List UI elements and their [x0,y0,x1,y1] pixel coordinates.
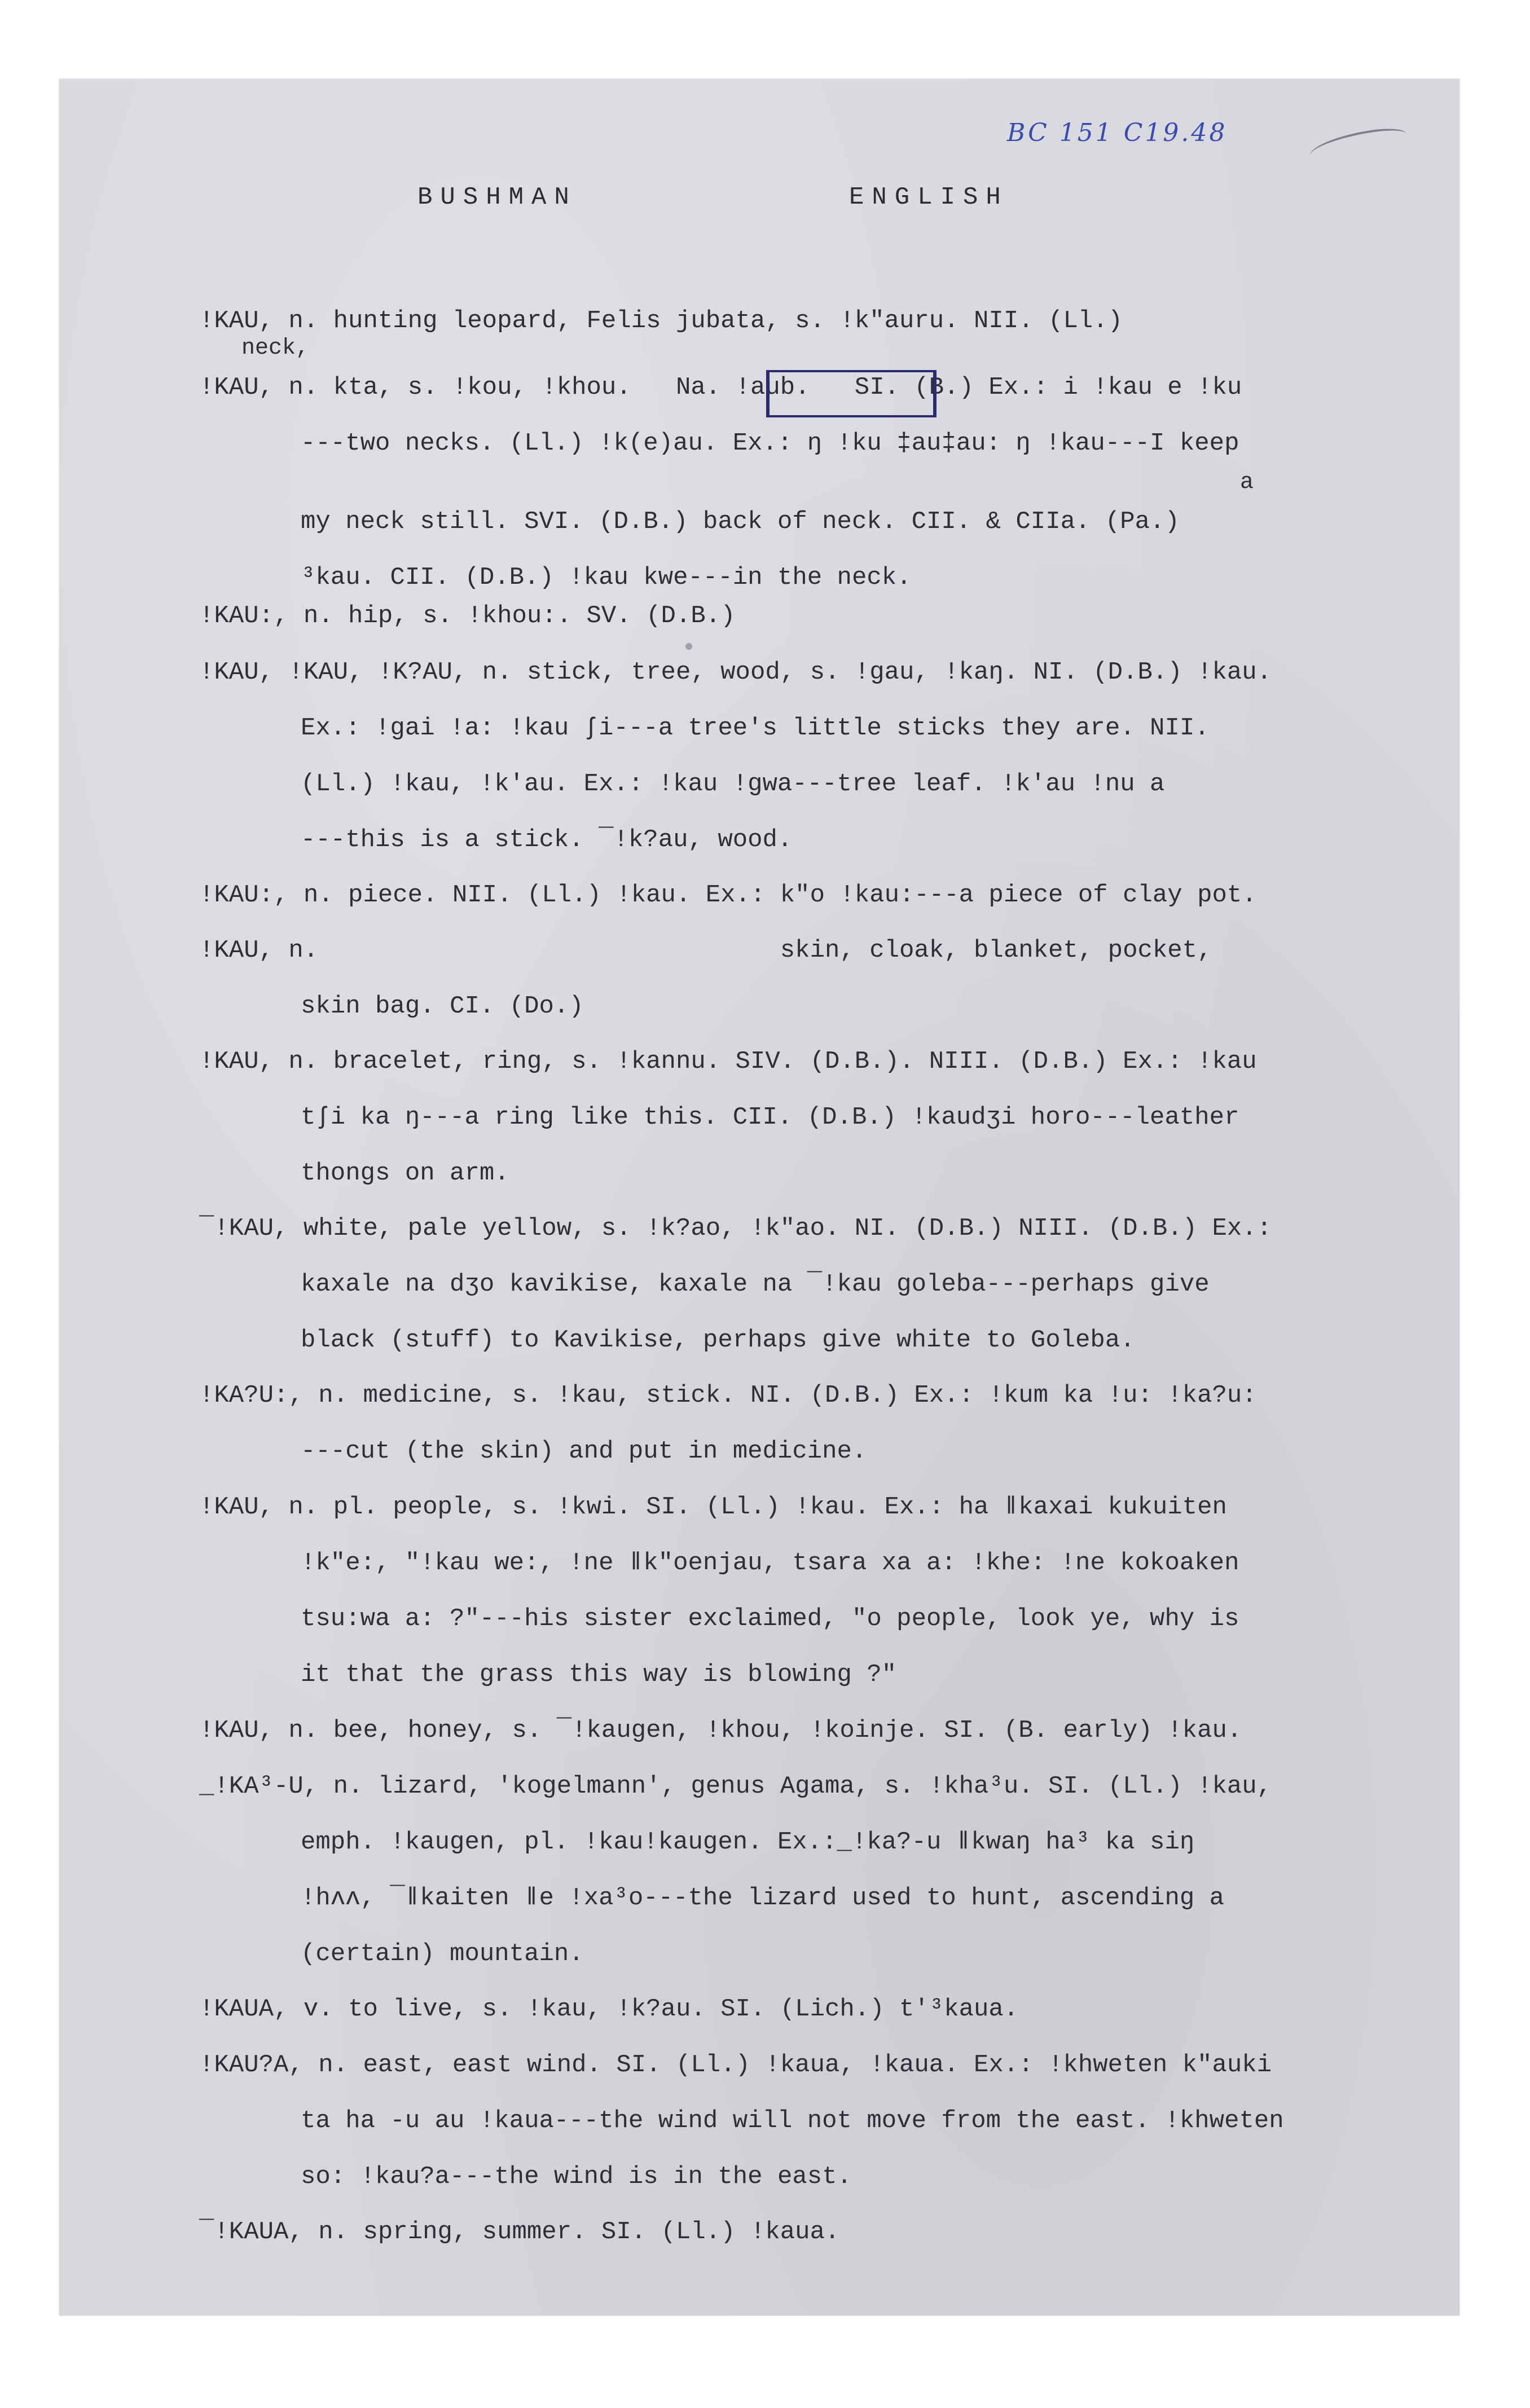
entry-line: (Ll.) !kau, !k'au. Ex.: !kau !gwa---tree leaf. !k'au !nu a [301,770,1165,798]
entry-line: skin bag. CI. (Do.) [301,992,584,1020]
entry-line: !KAU:, n. piece. NII. (Ll.) !kau. Ex.: k"o !kau:---a piece of clay pot. [199,881,1257,909]
dictionary-entry [199,868,1435,923]
entry-line: so: !kau?a---the wind is in the east. [301,2163,852,2191]
entry-line: !hʌʌ, ¯ǁkaiten ǁe !xa³o---the lizard used to hunt, ascending a [301,1884,1225,1912]
entry-line: it that the grass this way is blowing ?" [301,1661,897,1689]
entry-line: black (stuff) to Kavikise, perhaps give white to Goleba. [301,1326,1135,1354]
entry-line: kaxale na dʒo kavikise, kaxale na ¯!kau goleba---perhaps give [301,1270,1210,1298]
entry-line: !k"e:, "!kau we:, !ne ǁk"oenjau, tsara xa a: !khe: !ne kokoaken [301,1549,1239,1577]
column-header-bushman: BUSHMAN [417,183,577,212]
entry-line: ta ha -u au !kaua---the wind will not move from the east. !khweten [301,2107,1284,2135]
entry-line: !KAU, n. pl. people, s. !kwi. SI. (Ll.) !kau. Ex.: ha ǁkaxai kukuiten [199,1493,1227,1521]
entry-line: !KAU, !KAU, !K?AU, n. stick, tree, wood, s. !gau, !kaŋ. NI. (D.B.) !kau. [199,658,1272,686]
dictionary-entry [199,1368,1435,1480]
handwritten-bracket [766,370,937,417]
entry-line: !KAU, n. bracelet, ring, s. !kannu. SIV. (D.B.). NIII. (D.B.) Ex.: !kau [199,1047,1257,1076]
dictionary-entry [199,1034,1435,1201]
entry-line: !KAU?A, n. east, east wind. SI. (Ll.) !kaua, !kaua. Ex.: !khweten k"auki [199,2051,1272,2079]
dictionary-entry [199,588,1435,644]
entry-line: tʃi ka ŋ---a ring like this. CII. (D.B.) !kaudʒi horo---leather [301,1103,1239,1132]
entry-line: !KAU, n. skin, cloak, blanket, pocket, [199,936,1212,965]
dictionary-entry [199,2204,1435,2260]
entry-line: ¯!KAUA, n. spring, summer. SI. (Ll.) !kaua. [199,2218,840,2246]
entry-line: ---this is a stick. ¯!k?au, wood. [301,826,793,854]
dictionary-entry [199,1759,1435,1982]
entry-line: Ex.: !gai !a: !kau ʃi---a tree's little sticks they are. NII. [301,714,1210,742]
dictionary-entry [199,1201,1435,1368]
entry-line: my neck still. SVI. (D.B.) back of neck. CII. & CIIa. (Pa.) [301,508,1180,536]
entry-line: ¯!KAU, white, pale yellow, s. !k?ao, !k"ao. NI. (D.B.) NIII. (D.B.) Ex.: [199,1214,1272,1243]
entry-line: ³kau. CII. (D.B.) !kau kwe---in the neck. [301,564,912,592]
entry-line: ---two necks. (Ll.) !k(e)au. Ex.: ŋ !ku ‡au‡au: ŋ !kau---I keep [301,429,1239,457]
entry-line: thongs on arm. [301,1159,509,1187]
dictionary-entry [199,645,1435,868]
entry-line: !KAU, n. hunting leopard, Felis jubata, s. !k"auru. NII. (Ll.) [199,307,1123,335]
entry-line: !KAUA, v. to live, s. !kau, !k?au. SI. (Lich.) t'³kaua. [199,1995,1019,2023]
entry-line: _!KA³-U, n. lizard, 'kogelmann', genus Agama, s. !kha³u. SI. (Ll.) !kau, [199,1772,1272,1801]
entry-line: !KAU, n. kta, s. !kou, !khou. Na. !aub. SI. (B.) Ex.: i !kau e !ku [199,373,1242,402]
entry-line: neck, [241,336,310,361]
pen-flourish-mark [1308,124,1409,166]
dictionary-entry [199,1982,1435,2037]
entry-line: a [1240,470,1254,495]
entry-line: emph. !kaugen, pl. !kau!kaugen. Ex.:_!ka?-u ǁkwaŋ ha³ ka siŋ [301,1828,1195,1856]
dictionary-entry [199,1480,1435,1703]
dictionary-entry [199,923,1435,1034]
ink-spot [685,643,692,650]
dictionary-entry [199,2037,1435,2205]
entry-line: ---cut (the skin) and put in medicine. [301,1437,867,1465]
dictionary-entry [199,337,1435,606]
archive-reference: BC 151 C19.48 [1007,118,1228,147]
entry-line: (certain) mountain. [301,1940,584,1968]
dictionary-entry [199,1703,1435,1759]
entry-line: !KAU, n. bee, honey, s. ¯!kaugen, !khou, !koinje. SI. (B. early) !kau. [199,1716,1242,1745]
column-header-english: ENGLISH [849,183,1009,212]
entry-line: !KA?U:, n. medicine, s. !kau, stick. NI. (D.B.) Ex.: !kum ka !u: !ka?u: [199,1381,1257,1410]
entry-line: !KAU:, n. hip, s. !khou:. SV. (D.B.) [199,602,736,630]
document-page [59,79,1459,2315]
entry-line: tsu:wa a: ?"---his sister exclaimed, "o people, look ye, why is [301,1605,1239,1633]
